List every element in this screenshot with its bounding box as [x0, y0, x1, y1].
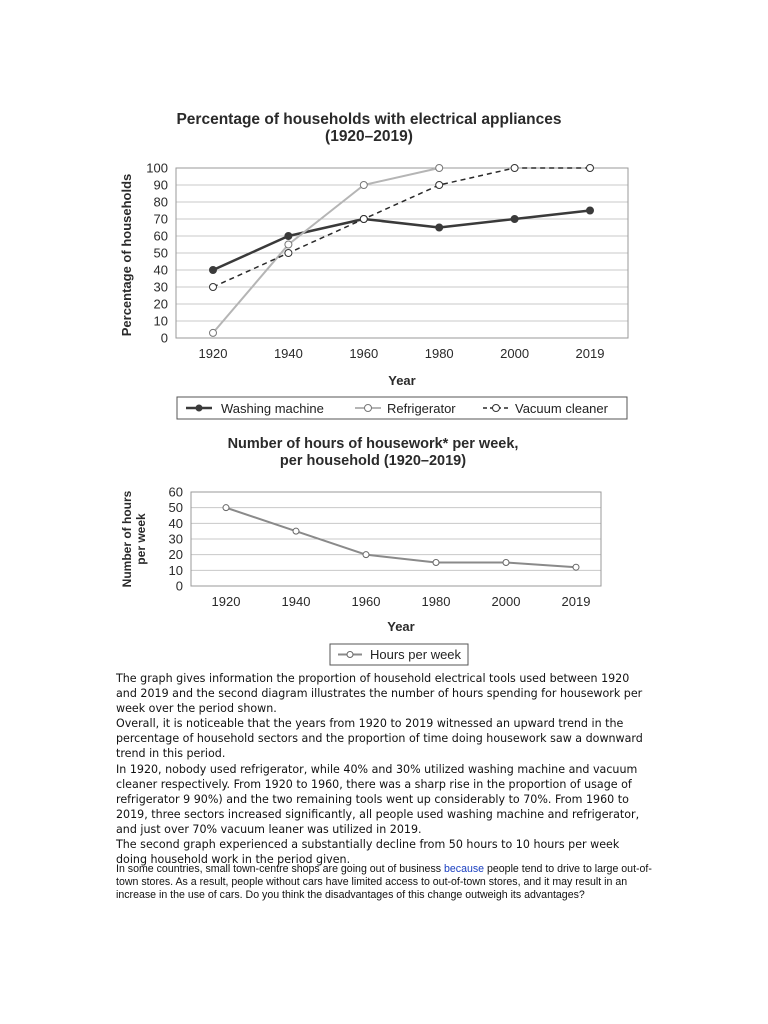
series-line-refrigerator	[213, 168, 439, 333]
y-tick-label: 90	[153, 177, 168, 193]
x-tick-label: 1980	[424, 346, 454, 361]
y-tick-label: 30	[153, 279, 168, 295]
legend-hours-marker	[347, 652, 353, 658]
prompt-text-start: In some countries, small town-centre shops are going out of business	[116, 863, 444, 875]
data-point-vacuum-cleaner	[511, 165, 518, 172]
y-tick-label: 10	[168, 562, 183, 578]
legend-vacuum-marker	[493, 405, 500, 412]
legend-vacuum-label: Vacuum cleaner	[515, 401, 608, 416]
chart1-legend	[177, 397, 627, 419]
chart1-subtitle: (1920–2019)	[325, 128, 413, 145]
x-tick-label: 1960	[351, 594, 381, 609]
data-point-hours-per-week	[503, 560, 509, 566]
x-tick-label: 1980	[421, 594, 451, 609]
data-point-hours-per-week	[363, 552, 369, 558]
y-tick-label: 30	[168, 531, 183, 547]
chart1-x-ticks	[199, 346, 605, 361]
data-point-refrigerator	[436, 165, 443, 172]
data-point-hours-per-week	[573, 564, 579, 570]
essay-paragraph-overview: Overall, it is noticeable that the years from 1920 to 2019 witnessed an upward trend in the percentage of household sectors and the proportion of time doing housework saw a downward trend in this period.	[116, 717, 643, 761]
y-tick-label: 40	[168, 515, 183, 531]
y-tick-label: 0	[160, 330, 168, 346]
y-tick-label: 20	[153, 296, 168, 312]
chart2-title: Number of hours of housework* per week,	[227, 436, 519, 452]
x-tick-label: 2000	[491, 594, 521, 609]
legend-fridge-label: Refrigerator	[387, 401, 456, 416]
chart2-x-ticks	[212, 594, 591, 609]
essay-paragraph-intro: The graph gives information the proportion of household electrical tools used between 1920 and 2019 and the second diagram illustrates the number of hours spending for housework per week over the period shown.	[116, 672, 643, 716]
x-tick-label: 1960	[349, 346, 379, 361]
appliances-chart	[0, 95, 768, 425]
y-tick-label: 50	[153, 245, 168, 261]
essay-paragraph-body: In 1920, nobody used refrigerator, while 40% and 30% utilized washing machine and vacuum cleaner respectively. From 1920 to 1960, there was a sharp rise in the proportion of usage of refrigerator 9 90%) and the two remaining tools went up considerably to 70%. From 1960 to 2019, three sectors increased significantly, all people used washing machine and refrigerator, and just over 70% vacuum leaner was utilized in 2019.	[116, 762, 640, 836]
data-point-vacuum-cleaner	[360, 216, 367, 223]
chart2-y-axis-label-line2: per week	[134, 513, 148, 565]
chart1-title: Percentage of households with electrical appliances	[176, 111, 562, 128]
chart1-y-axis-label: Percentage of households	[119, 173, 134, 337]
data-point-vacuum-cleaner	[587, 165, 594, 172]
task-prompt	[116, 863, 656, 902]
chart1-x-axis-label: Year	[388, 373, 416, 388]
chart2-x-axis-label: Year	[387, 619, 415, 634]
data-point-washing-machine	[511, 216, 518, 223]
legend-washing-label: Washing machine	[221, 401, 324, 416]
data-point-hours-per-week	[223, 505, 229, 511]
y-tick-label: 70	[153, 211, 168, 227]
y-tick-label: 10	[153, 313, 168, 329]
x-tick-label: 2019	[561, 594, 591, 609]
x-tick-label: 1920	[198, 346, 228, 361]
chart1-series-lines	[213, 168, 590, 333]
y-tick-label: 0	[175, 578, 183, 594]
x-tick-label: 1940	[273, 346, 303, 361]
series-line-hours-per-week	[226, 508, 576, 568]
y-tick-label: 60	[153, 228, 168, 244]
data-point-washing-machine	[587, 207, 594, 214]
data-point-refrigerator	[210, 329, 217, 336]
x-tick-label: 2019	[575, 346, 605, 361]
chart1-grid	[176, 185, 628, 321]
data-point-washing-machine	[210, 267, 217, 274]
data-point-vacuum-cleaner	[436, 182, 443, 189]
legend-hours-label: Hours per week	[370, 647, 462, 662]
y-tick-label: 20	[168, 547, 183, 563]
prompt-link-because[interactable]: because	[444, 863, 485, 875]
chart1-series-points	[210, 165, 594, 337]
data-point-refrigerator	[360, 182, 367, 189]
chart2-subtitle: per household (1920–2019)	[279, 453, 467, 469]
y-tick-label: 40	[153, 262, 168, 278]
y-tick-label: 100	[146, 160, 168, 176]
data-point-washing-machine	[436, 224, 443, 231]
chart1-y-ticks	[146, 161, 168, 346]
legend-fridge-marker	[365, 405, 372, 412]
data-point-vacuum-cleaner	[210, 284, 217, 291]
chart2-y-axis-label-line1: Number of hours	[120, 490, 134, 588]
chart2-series-points	[223, 505, 579, 571]
chart2-legend	[330, 644, 468, 665]
housework-hours-chart	[0, 428, 768, 668]
y-tick-label: 80	[153, 194, 168, 210]
x-tick-label: 1920	[211, 594, 241, 609]
data-point-refrigerator	[285, 241, 292, 248]
legend-washing-marker	[196, 405, 203, 412]
prompt-text-end: people tend to drive to large out-of-town stores. As a result, people without cars have limited access to out-of-town stores, and it may result in an increase in the use of cars. Do you think the disadvantages of this change outweigh its advantages?	[116, 863, 652, 901]
y-tick-label: 50	[168, 500, 183, 516]
essay-body	[116, 671, 646, 867]
data-point-vacuum-cleaner	[285, 250, 292, 257]
y-tick-label: 60	[168, 484, 183, 500]
data-point-hours-per-week	[293, 528, 299, 534]
essay-paragraph-second-graph: The second graph experienced a substantially decline from 50 hours to 10 hours per week doing household work in the period given.	[116, 838, 620, 867]
chart2-series-lines	[226, 508, 576, 568]
chart2-y-ticks	[169, 485, 183, 594]
data-point-hours-per-week	[433, 560, 439, 566]
data-point-washing-machine	[285, 233, 292, 240]
x-tick-label: 2000	[500, 346, 530, 361]
x-tick-label: 1940	[281, 594, 311, 609]
series-line-vacuum-cleaner	[213, 168, 590, 287]
